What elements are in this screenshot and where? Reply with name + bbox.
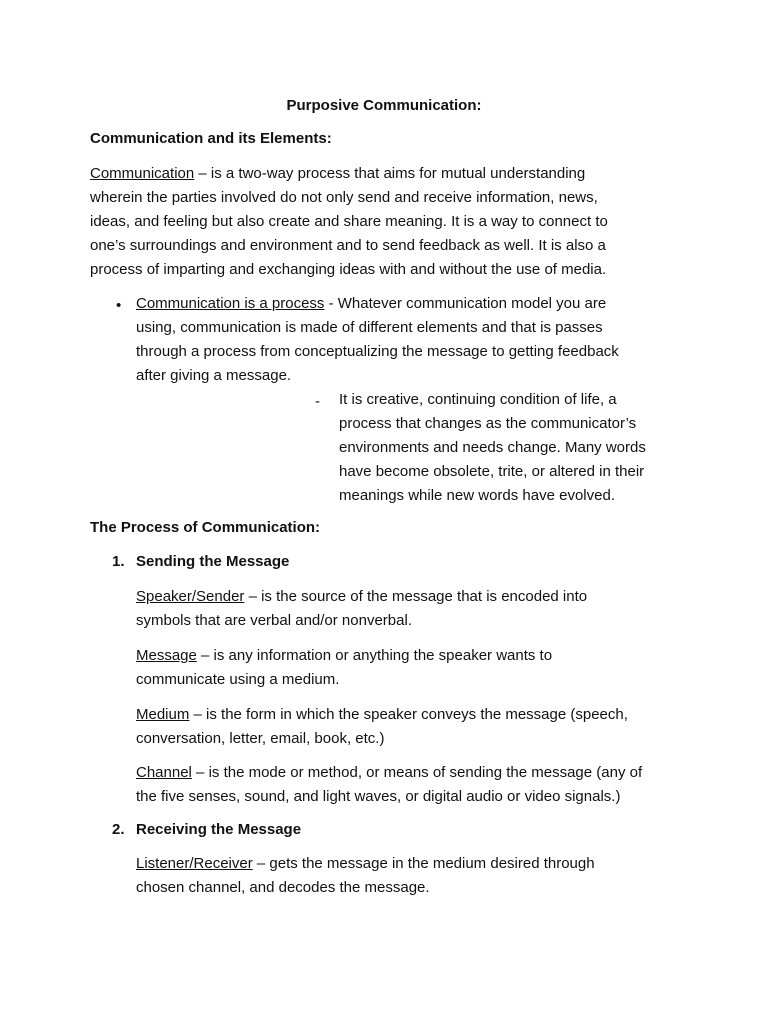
- term-listener: Listener/Receiver: [136, 855, 253, 872]
- term-medium: Medium: [136, 706, 190, 723]
- dash-symbol: -: [315, 393, 320, 410]
- dash-line: It is creative, continuing condition of life, a: [339, 391, 617, 408]
- bullet-text: - Whatever communication model you are: [324, 295, 607, 312]
- step-number: 2.: [112, 821, 125, 838]
- step-heading-sending: [112, 550, 289, 574]
- step-heading-receiving: [112, 818, 301, 842]
- dash-paragraph: [339, 388, 646, 508]
- speaker-paragraph: Speaker/Sender – is the source of the message that is encoded into symbols that are verbal and/or nonverbal.: [136, 588, 588, 629]
- definition-paragraph: [90, 162, 608, 282]
- step-title: Receiving the Message: [136, 821, 302, 838]
- bullet-line: using, communication is made of different elements and that is passes: [136, 319, 603, 336]
- medium-paragraph: Medium – is the form in which the speaker conveys the message (speech, conversation, letter, email, book, etc.): [136, 706, 628, 747]
- document-title: Purposive Communication:: [286, 97, 482, 114]
- term-message: Message: [136, 647, 197, 664]
- definition-text: – is a two-way process that aims for mutual understanding: [194, 165, 586, 182]
- bullet-line: [136, 292, 619, 316]
- dash-line: environments and needs change. Many words: [339, 439, 646, 456]
- term-speaker: Speaker/Sender: [136, 588, 245, 605]
- step-title: Sending the Message: [136, 553, 290, 570]
- channel-paragraph: Channel – is the mode or method, or means of sending the message (any of the five senses, sound, and light waves, or digital audio or video signals.): [136, 764, 643, 805]
- listener-paragraph: Listener/Receiver – gets the message in the medium desired through chosen channel, and decodes the message.: [136, 855, 595, 896]
- dash-line: meanings while new words have evolved.: [339, 487, 615, 504]
- bullet-line: through a process from conceptualizing the message to getting feedback: [136, 343, 619, 360]
- definition-line: process of imparting and exchanging ideas with and without the use of media.: [90, 261, 607, 278]
- bullet-symbol: •: [116, 297, 122, 314]
- term-communication: Communication: [90, 165, 195, 182]
- definition-line: ideas, and feeling but also create and share meaning. It is a way to connect to: [90, 213, 608, 230]
- bullet-line: after giving a message.: [136, 367, 292, 384]
- section-heading-elements: Communication and its Elements:: [90, 130, 332, 147]
- term-process: Communication is a process: [136, 295, 325, 312]
- definition-line: [90, 162, 608, 186]
- term-channel: Channel: [136, 764, 192, 781]
- dash-line: have become obsolete, trite, or altered in their: [339, 463, 645, 480]
- message-paragraph: Message – is any information or anything the speaker wants to communicate using a medium.: [136, 647, 553, 688]
- section-heading-process: The Process of Communication:: [90, 519, 321, 536]
- dash-line: process that changes as the communicator’s: [339, 415, 637, 432]
- definition-line: wherein the parties involved do not only send and receive information, news,: [90, 189, 598, 206]
- bullet-paragraph: [136, 292, 619, 388]
- step-number: 1.: [112, 553, 125, 570]
- definition-line: one’s surroundings and environment and to send feedback as well. It is also a: [90, 237, 606, 254]
